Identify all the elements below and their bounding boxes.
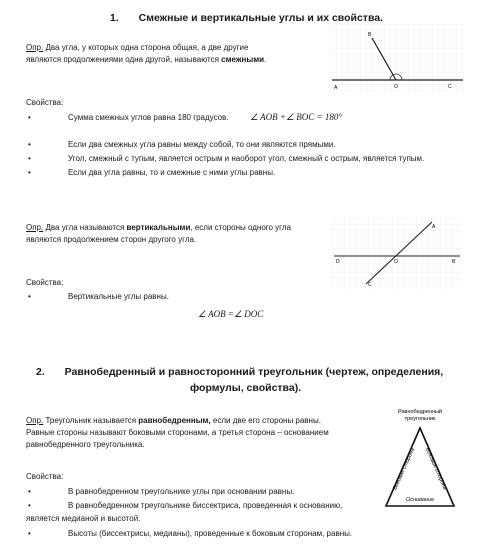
definition-term: равнобедренным, <box>138 416 211 425</box>
triangle-shape <box>386 428 454 506</box>
point-label-o: O <box>394 84 398 90</box>
bullet: • <box>28 168 31 177</box>
section-2-number: 2. <box>36 366 45 378</box>
property-text: В равнобедренном треугольнике биссектриса, проведенная к основанию, <box>68 501 343 510</box>
definition-text: , если стороны одного угла <box>190 223 292 232</box>
definition-text: являются продолжениями одна другой, называются <box>26 55 222 64</box>
definition-term: вертикальными <box>126 223 191 232</box>
point-label-b: B <box>368 32 372 38</box>
property-text: Сумма смежных углов равна 180 градусов. <box>68 113 229 122</box>
definition-prefix: Опр. <box>26 223 44 232</box>
property-text: Если два смежных угла равны между собой, то они являются прямыми. <box>68 140 336 149</box>
property-text: Вертикальные углы равны. <box>68 292 169 301</box>
point-label-c: C <box>448 84 452 90</box>
section-1-heading <box>110 12 383 24</box>
property-text-continuation: является медианой и высотой. <box>26 514 141 523</box>
triangle-caption-line2: треугольник <box>404 416 436 422</box>
definition-prefix: Опр. <box>26 416 44 425</box>
section-1-title: Смежные и вертикальные углы и их свойства. <box>138 12 384 24</box>
bullet: • <box>28 113 31 122</box>
isosceles-triangle-figure <box>370 404 470 516</box>
triangle-right-side-label: Боковая сторона <box>423 447 448 491</box>
properties-label-1: Свойства: <box>26 98 64 107</box>
formula-adjacent-sum: ∠ AOB +∠ BOC = 180° <box>250 112 342 122</box>
bullet: • <box>28 154 31 163</box>
properties-label-2: Свойства: <box>26 278 64 287</box>
definition-term: смежными <box>221 55 265 64</box>
property-text: Высоты (биссектрисы, медианы), проведенные к боковым сторонам, равны. <box>68 529 353 538</box>
bullet: • <box>28 292 31 301</box>
vertical-angles-figure <box>332 218 462 290</box>
triangle-left-side-label: Боковая сторона <box>392 447 417 491</box>
definition-vertical <box>26 222 291 246</box>
definition-text: равнобедренного треугольника. <box>26 440 145 449</box>
triangle-caption-line1: Равнобедренный <box>397 409 443 415</box>
property-text: В равнобедренном треугольнике углы при основании равны. <box>68 487 295 496</box>
point-label-d: D <box>336 259 340 265</box>
definition-text: являются продолжением сторон другого угла. <box>26 235 197 244</box>
section-1-number: 1. <box>110 12 119 24</box>
bullet: • <box>28 501 31 510</box>
triangle-base-label: Основание <box>405 497 435 503</box>
bullet: • <box>28 529 31 538</box>
property-text: Если два угла равны, то и смежные с ними углы равны. <box>68 168 276 177</box>
definition-text: Треугольник называется <box>43 416 139 425</box>
bullet: • <box>28 487 31 496</box>
definition-text: . <box>264 55 267 64</box>
properties-label-3: Свойства: <box>26 472 64 481</box>
adjacent-angles-figure <box>330 24 465 94</box>
property-text: Угол, смежный с тупым, является острым и наоборот угол, смежный с острым, является тупым. <box>68 154 425 163</box>
definition-isosceles <box>26 415 329 451</box>
section-2-title-line2: формулы, свойства). <box>190 382 302 394</box>
point-label-c: C <box>368 282 372 288</box>
definition-text: Равные стороны называют боковыми сторонами, а третья сторона – основанием <box>26 428 329 437</box>
section-2-heading <box>36 366 443 378</box>
formula-vertical-equal: ∠ AOB =∠ DOC <box>198 309 264 319</box>
point-label-o: O <box>394 259 398 265</box>
definition-adjacent <box>26 42 266 66</box>
bullet: • <box>28 140 31 149</box>
definition-text: Два угла, у которых одна сторона общая, а две другие <box>43 43 249 52</box>
definition-text: если две его стороны равны. <box>210 416 321 425</box>
section-2-title-line1: Равнобедренный и равносторонний треугольник (чертеж, определения, <box>64 366 444 378</box>
point-label-a: A <box>334 85 338 91</box>
definition-text: Два угла называются <box>43 223 127 232</box>
point-label-a: A <box>432 224 436 230</box>
definition-prefix: Опр. <box>26 43 44 52</box>
point-label-b: B <box>452 259 456 265</box>
